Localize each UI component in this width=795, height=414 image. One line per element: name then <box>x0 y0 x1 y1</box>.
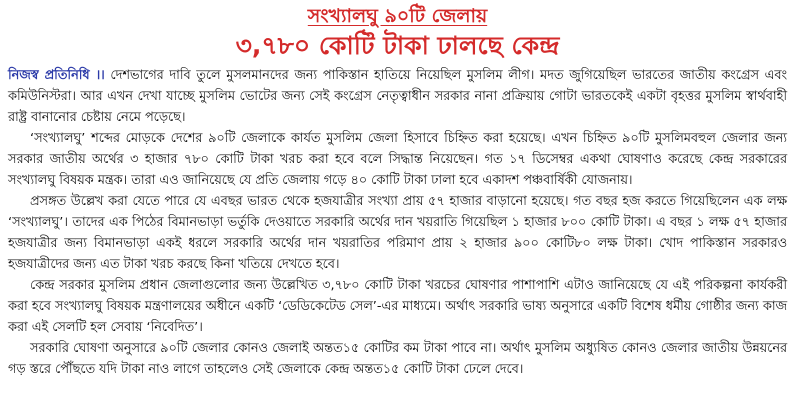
article-paragraph: ‘সংখ্যালঘু’ শব্দের মোড়কে দেশের ৯০টি জেলাকে কার্যত মুসলিম জেলা হিসাবে চিহ্নিত করা হয়েছে। এখন চিহ্নিত ৯০টি মুসলিমবহুল জেলার জন্য সরকার জাতীয় অর্থের ৩ হাজার ৭৮০ কোটি টাকা খরচ করা হবে বলে সিদ্ধান্ত নিয়েছেন। গত ১৭ ডিসেম্বর একথা ঘোষণাও করেছে কেন্দ্র সরকারের সংখ্যালঘু বিষয়ক মন্ত্রক। তারা এও জানিয়েছে যে প্রতি জেলায় গড়ে ৪০ কোটি টাকা ঢালা হবে একাদশ পঞ্চবার্ষিকী যোজনায়। <box>8 131 787 188</box>
paragraph-text: দেশভাগের দাবি তুলে মুসলমানদের জন্য পাকিস্তান হাতিয়ে নিয়েছিল মুসলিম লীগ। মদত জুগিয়েছিল ভারতের জাতীয় কংগ্রেস এবং কমিউনিস্টরা। আর এখন দেখা যাচ্ছে মুসলিম ভোটের জন্য সেই কংগ্রেস নেতৃত্বাধীন সরকার নানা প্রক্রিয়ায় গোটা ভারতকেই একটা বৃহত্তর মুসলিম স্বার্থবাহী রাষ্ট্র বানানোর চেষ্টায় নেমে পড়েছে। <box>8 68 787 125</box>
headline-title: ৩,৭৮০ কোটি টাকা ঢালছে কেন্দ্র <box>235 31 560 60</box>
headline-kicker: সংখ্যালঘু ৯০টি জেলায় <box>307 5 488 27</box>
byline: নিজস্ব প্রতিনিধি ।। <box>8 68 105 83</box>
article-paragraph: প্রসঙ্গত উল্লেখ করা যেতে পারে যে এবছর ভারত থেকে হজযাত্রীর সংখ্যা প্রায় ৫৭ হাজার বাড়ানো হয়েছে। গত বছর হজ করতে গিয়েছিলেন এক লক্ষ ‘সংখ্যালঘু’। তাদের এক পিঠের বিমানভাড়া ভর্তুকি দেওয়াতে সরকারি অর্থের দান খয়রাতি গিয়েছিল ১ হাজার ৮০০ কোটি টাকা। এ বছর ১ লক্ষ ৫৭ হাজার হজযাত্রীর জন্য বিমানভাড়া একই ধরলে সরকারি অর্থের দান খয়রাতির পরিমাণ প্রায় ২ হাজার ৯০০ কোটি৮০ লক্ষ টাকা। খোদ পাকিস্তান সরকারও হজযাত্রীদের জন্য এত টাকা খরচ করছে কিনা খতিয়ে দেখতে হবে। <box>8 194 788 272</box>
article-paragraph: সরকারি ঘোষণা অনুসারে ৯০টি জেলার কোনও জেলাই অন্তত১৫ কোটির কম টাকা পাবে না। অর্থাৎ মুসলিম অধ্যুষিত কোনও জেলার জাতীয় উন্নয়নের গড় স্তরে পৌঁছতে যদি টাকা নাও লাগে তাহলেও সেই জেলাকে কেন্দ্র অন্তত১৫ কোটি টাকা ঢেলে দেবে। <box>8 341 787 377</box>
article-body <box>8 65 787 380</box>
article-paragraph: কেন্দ্র সরকার মুসলিম প্রধান জেলাগুলোর জন্য উল্লেখিত ৩,৭৮০ কোটি টাকা খরচের ঘোষণার পাশাপাশি এটাও জানিয়েছে যে এই পরিকল্পনা কার্যকরী করা হবে সংখ্যালঘু বিষয়ক মন্ত্রণালয়ের অধীনে একটি ‘ডেডিকেটেড সেল’-এর মাধ্যমে। অর্থাৎ সরকারি ভাষ্য অনুসারে একটি বিশেষ ধর্মীয় গোষ্ঠীর জন্য কাজ করা এই সেলটি হল সেবায় ‘নিবেদিত’। <box>8 278 787 335</box>
article-paragraph <box>8 65 787 128</box>
headline-block <box>8 4 787 63</box>
